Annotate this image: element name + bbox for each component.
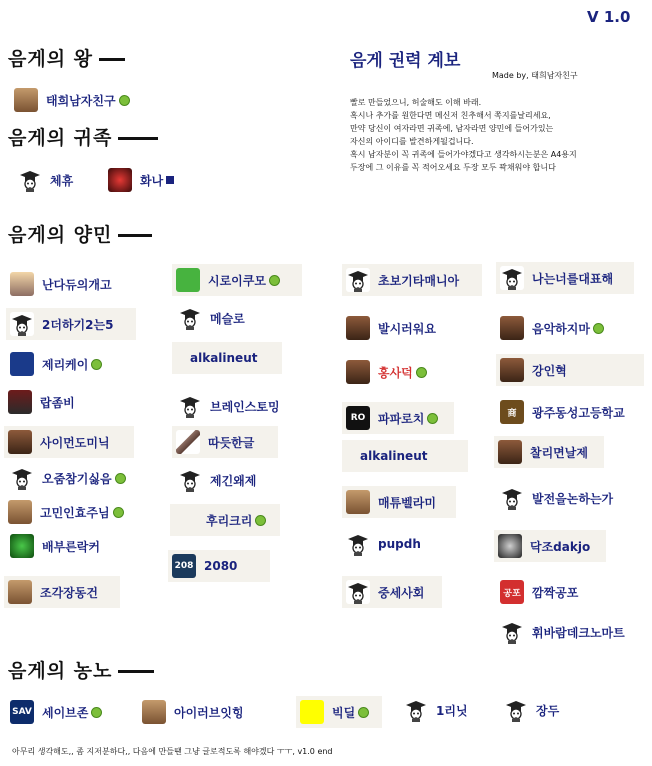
face-icon bbox=[500, 358, 524, 382]
guitar-icon bbox=[176, 430, 200, 454]
noble-member-item[interactable] bbox=[14, 164, 104, 196]
grad-cap-icon bbox=[18, 168, 42, 192]
commoners-member-item[interactable] bbox=[172, 426, 278, 458]
grad-cap-icon bbox=[178, 468, 202, 492]
photo-face-icon bbox=[14, 88, 38, 112]
note-line: 자신의 아이디를 발견하게될겁니다. bbox=[350, 137, 474, 146]
member-name: 2080 bbox=[204, 559, 238, 573]
alien-icon bbox=[498, 534, 522, 558]
version-label: V 1.0 bbox=[587, 8, 631, 26]
online-status-icon bbox=[119, 95, 130, 106]
commoners-member-item[interactable] bbox=[6, 308, 136, 340]
online-status-icon bbox=[427, 413, 438, 424]
blank-icon bbox=[174, 508, 198, 532]
commoners-member-item[interactable] bbox=[342, 486, 456, 518]
grad-cap-icon bbox=[346, 532, 370, 556]
sav-logo-icon: SAV bbox=[10, 700, 34, 724]
king-member-item[interactable] bbox=[10, 84, 150, 116]
grad-cap-icon bbox=[178, 394, 202, 418]
commoners-member-item[interactable] bbox=[6, 348, 136, 380]
commoners-member-item[interactable] bbox=[342, 312, 482, 344]
member-name: 빅딜 bbox=[332, 705, 356, 720]
note-line: 혹시나 추가를 원한다면 메신저 친추해서 쪽지를날리세요, bbox=[350, 111, 551, 120]
online-status-icon bbox=[91, 707, 102, 718]
face-icon bbox=[346, 316, 370, 340]
commoners-member-item[interactable] bbox=[342, 402, 454, 434]
section-title-commoner bbox=[8, 220, 152, 247]
member-name: 난다듀의개고 bbox=[42, 277, 112, 292]
scare-logo-icon: 공포 bbox=[500, 580, 524, 604]
commoners-member-item[interactable] bbox=[4, 496, 144, 528]
member-name: 휘바람데크노마트 bbox=[532, 625, 625, 640]
info-notes bbox=[350, 96, 650, 174]
commoners-member-item[interactable] bbox=[174, 464, 304, 496]
grad-cap-icon bbox=[178, 306, 202, 330]
slaves-member-item[interactable] bbox=[400, 694, 480, 726]
member-name: 제리케이 bbox=[42, 357, 89, 372]
grad-cap-icon bbox=[10, 466, 34, 490]
online-status-icon bbox=[113, 507, 124, 518]
section-title-noble bbox=[8, 123, 158, 150]
green-robot-icon bbox=[176, 268, 200, 292]
member-name: 아이러브잇힝 bbox=[174, 705, 244, 720]
title-dash bbox=[118, 234, 152, 237]
member-name: 랍좀비 bbox=[40, 395, 75, 410]
member-name: 후리크리 bbox=[206, 513, 253, 528]
commoners-member-item[interactable] bbox=[496, 262, 634, 294]
face-icon bbox=[346, 360, 370, 384]
member-name: 오줌참기싫음 bbox=[42, 471, 112, 486]
grad-cap-icon bbox=[504, 698, 528, 722]
title-dash bbox=[99, 58, 125, 61]
member-name: 사이먼도미닉 bbox=[40, 435, 110, 450]
zombie-icon bbox=[8, 390, 32, 414]
face-icon bbox=[500, 316, 524, 340]
section-title-slave bbox=[8, 656, 154, 683]
note-line: 혹시 남자분이 꼭 귀족에 들어가야겠다고 생각하시는분은 A4용지 bbox=[350, 150, 577, 159]
section-title-king bbox=[8, 44, 125, 71]
online-status-icon bbox=[416, 367, 427, 378]
title-dash bbox=[118, 137, 158, 140]
note-line: 만약 당신이 여자라면 귀족에, 남자라면 양민에 들어가있는 bbox=[350, 124, 554, 133]
member-name: alkalineut bbox=[360, 449, 428, 463]
made-by-label: Made by, 태희남자친구 bbox=[492, 71, 578, 80]
note-line: 두장에 그 이유를 꼭 적어오세요 두장 모두 꽉채워야 합니다 bbox=[350, 163, 556, 172]
photo-face-icon bbox=[142, 700, 166, 724]
photo-face-icon bbox=[346, 490, 370, 514]
yellow-square-icon bbox=[300, 700, 324, 724]
slaves-member-item[interactable] bbox=[500, 694, 580, 726]
noble-member-item[interactable] bbox=[104, 164, 194, 196]
member-name: 고민인효주님 bbox=[40, 505, 110, 520]
member-name: 브레인스토밍 bbox=[210, 399, 280, 414]
commoners-member-item[interactable] bbox=[342, 576, 442, 608]
member-name: 제긴왜제 bbox=[210, 473, 257, 488]
member-name: 홍사덕 bbox=[378, 365, 413, 380]
member-name: 초보기타매니아 bbox=[378, 273, 460, 288]
grad-cap-icon bbox=[500, 486, 524, 510]
bird-icon bbox=[10, 352, 34, 376]
member-name: 파파로치 bbox=[378, 411, 425, 426]
face-icon bbox=[8, 430, 32, 454]
member-name: 태희남자친구 bbox=[46, 93, 116, 108]
commoners-member-item[interactable] bbox=[172, 264, 302, 296]
commoners-member-item[interactable] bbox=[170, 504, 280, 536]
member-name: 화나 bbox=[140, 173, 164, 188]
member-name: 광주동성고등학교 bbox=[532, 405, 625, 420]
member-name: 음악하지마 bbox=[532, 321, 590, 336]
member-name: 닥조dakjo bbox=[530, 539, 591, 554]
title-dash bbox=[118, 670, 154, 673]
commoners-member-item[interactable] bbox=[494, 436, 604, 468]
member-name: 발시러워요 bbox=[378, 321, 436, 336]
photo-face-icon bbox=[8, 580, 32, 604]
grad-cap-icon bbox=[346, 268, 370, 292]
commoners-member-item[interactable] bbox=[6, 462, 146, 494]
member-name: 나는너를대표해 bbox=[532, 271, 614, 286]
commoners-member-item[interactable] bbox=[496, 482, 636, 514]
member-name: 시로이쿠모 bbox=[208, 273, 266, 288]
commoners-member-item[interactable] bbox=[496, 396, 644, 428]
member-name: 배부른락커 bbox=[42, 539, 100, 554]
commoners-member-item[interactable] bbox=[342, 356, 482, 388]
member-name: 1리닛 bbox=[436, 703, 468, 718]
member-name: 중세사회 bbox=[378, 585, 425, 600]
face-icon bbox=[498, 440, 522, 464]
member-name: 매튜벨라미 bbox=[378, 495, 436, 510]
away-status-icon bbox=[166, 176, 174, 184]
grad-cap-icon bbox=[346, 580, 370, 604]
member-name: 장두 bbox=[536, 703, 560, 718]
section-title-text: 음게의 왕 bbox=[8, 48, 94, 70]
member-name: 찰리면날제 bbox=[530, 445, 588, 460]
ro-logo-icon: RO bbox=[346, 406, 370, 430]
logo-2080-icon: 208 bbox=[172, 554, 196, 578]
online-status-icon bbox=[593, 323, 604, 334]
member-name: 메슬로 bbox=[210, 311, 245, 326]
member-name: 따듯한글 bbox=[208, 435, 255, 450]
green-figure-icon bbox=[10, 534, 34, 558]
commoners-member-item[interactable] bbox=[172, 342, 282, 374]
online-status-icon bbox=[358, 707, 369, 718]
commoners-member-item[interactable] bbox=[494, 530, 606, 562]
commoners-member-item[interactable] bbox=[4, 576, 120, 608]
info-title: 음게 권력 계보 bbox=[350, 51, 461, 71]
member-name: 2더하기2는5 bbox=[42, 317, 114, 332]
slaves-member-item[interactable] bbox=[138, 696, 268, 728]
commoners-member-item[interactable] bbox=[496, 312, 634, 344]
photo-face-icon bbox=[8, 500, 32, 524]
commoners-member-item[interactable] bbox=[6, 268, 136, 300]
slaves-member-item[interactable] bbox=[6, 696, 124, 728]
online-status-icon bbox=[269, 275, 280, 286]
online-status-icon bbox=[91, 359, 102, 370]
section-title-text: 음게의 농노 bbox=[8, 660, 113, 682]
online-status-icon bbox=[115, 473, 126, 484]
commoners-member-item[interactable] bbox=[342, 440, 468, 472]
note-line: 빨로 만들었으니, 허술해도 이해 바래. bbox=[350, 98, 482, 107]
commoners-member-item[interactable] bbox=[4, 386, 134, 418]
avatar-icon bbox=[10, 272, 34, 296]
slaves-member-item[interactable] bbox=[296, 696, 382, 728]
commoners-member-item[interactable] bbox=[6, 530, 136, 562]
commoners-member-item[interactable] bbox=[342, 264, 482, 296]
member-name: 깜짝공포 bbox=[532, 585, 579, 600]
member-name: 강인혁 bbox=[532, 363, 567, 378]
commoners-member-item[interactable] bbox=[4, 426, 134, 458]
footer-note: 아무리 생각해도,, 좀 지저분하다,, 다음에 만들땐 그냥 글로적도록 해야겠다 ㅜㅜ, v1.0 end bbox=[12, 747, 333, 756]
commoners-member-item[interactable] bbox=[496, 354, 644, 386]
section-title-text: 음게의 귀족 bbox=[8, 127, 113, 149]
commoners-member-item[interactable] bbox=[174, 390, 304, 422]
grad-cap-icon bbox=[10, 312, 34, 336]
member-name: 체휴 bbox=[50, 173, 74, 188]
online-status-icon bbox=[255, 515, 266, 526]
member-name: 세이브존 bbox=[42, 705, 89, 720]
grad-cap-icon bbox=[404, 698, 428, 722]
emblem-icon: 商 bbox=[500, 400, 524, 424]
section-title-text: 음게의 양민 bbox=[8, 224, 113, 246]
grad-cap-icon bbox=[500, 266, 524, 290]
commoners-member-item[interactable] bbox=[168, 550, 270, 582]
member-name: 조각장동건 bbox=[40, 585, 98, 600]
red-face-icon bbox=[108, 168, 132, 192]
member-name: alkalineut bbox=[190, 351, 258, 365]
member-name: pupdh bbox=[378, 537, 421, 551]
commoners-member-item[interactable] bbox=[496, 576, 636, 608]
member-name: 발전을논하는가 bbox=[532, 491, 614, 506]
commoners-member-item[interactable] bbox=[342, 528, 462, 560]
grad-cap-icon bbox=[500, 620, 524, 644]
commoners-member-item[interactable] bbox=[496, 616, 646, 648]
commoners-member-item[interactable] bbox=[174, 302, 304, 334]
